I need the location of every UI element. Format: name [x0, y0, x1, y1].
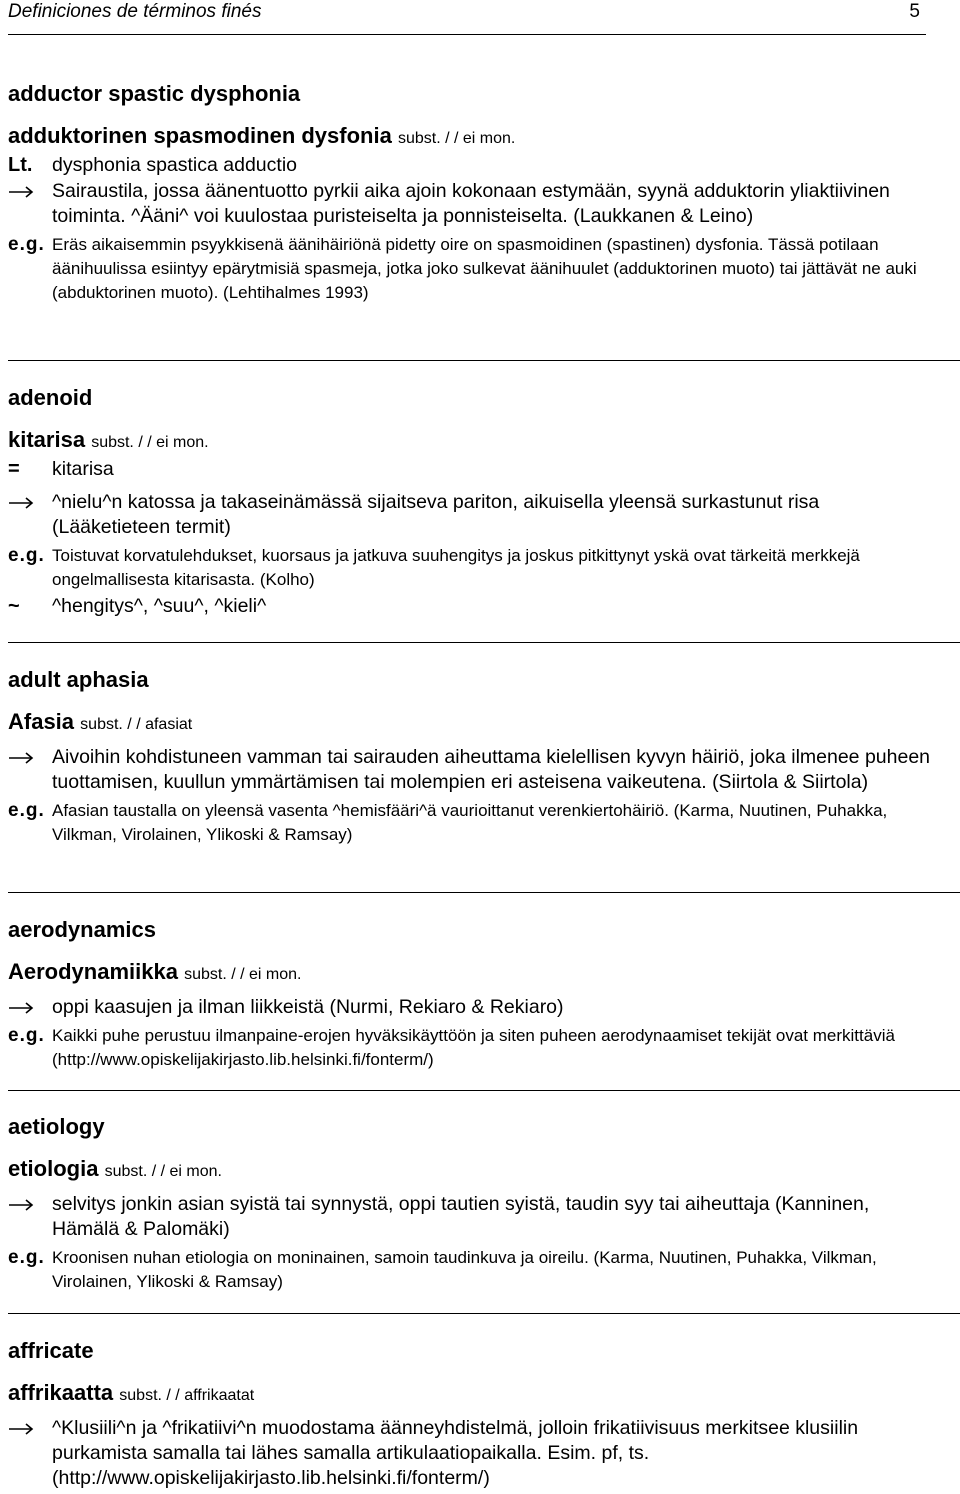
- entry-affricate: [8, 1337, 940, 1491]
- definition-text: ^nielu^n katossa ja takaseinämässä sijaitseva pariton, aikuisella yleensä surkastunut risa (Lääketieteen termit): [52, 491, 820, 538]
- example-marker: e.g.: [8, 545, 45, 566]
- finnish-term: Afasia: [8, 709, 75, 734]
- entry-separator: [8, 642, 960, 643]
- entry-adductor-spastic-dysphonia: [8, 80, 940, 305]
- grammar-info: subst. / / afasiat: [80, 716, 193, 733]
- finnish-term-line: [8, 426, 940, 457]
- synonym-text: kitarisa: [52, 458, 114, 480]
- example-text: Kroonisen nuhan etiologia on moninainen, samoin taudinkuva ja oireilu. (Karma, Nuutinen, Puhakka, Vilkman, Virolainen, Ylikoski & Ramsay): [52, 1248, 877, 1291]
- entry-term: affricate: [8, 1338, 94, 1363]
- finnish-term: Aerodynamiikka: [8, 959, 178, 984]
- definition-row: [8, 179, 940, 229]
- example-row: [8, 799, 940, 847]
- definition-row: [8, 995, 940, 1020]
- entry-separator: [8, 892, 960, 893]
- entry-separator: [8, 1090, 960, 1091]
- arrow-right-icon: [8, 745, 52, 765]
- entry-term: adductor spastic dysphonia: [8, 81, 301, 106]
- latin-term: dysphonia spastica adductio: [52, 154, 297, 176]
- finnish-term: kitarisa: [8, 427, 86, 452]
- grammar-info: subst. / / ei mon.: [184, 966, 302, 983]
- example-marker: e.g.: [8, 1247, 45, 1268]
- example-text: Toistuvat korvatulehdukset, kuorsaus ja jatkuva suuhengitys ja joskus pitkittynyt yskä ovat tärkeitä merkkejä ongelmallisesta kitarisasta. (Kolho): [52, 546, 860, 589]
- definition-text: selvitys jonkin asian syistä tai synnystä, oppi tautien syistä, taudin syy tai aiheuttaja (Kanninen, Hämälä & Palomäki): [52, 1193, 870, 1240]
- entry-separator: [8, 1313, 960, 1314]
- definition-row: [8, 490, 940, 540]
- arrow-right-icon: [8, 490, 52, 510]
- finnish-term: adduktorinen spasmodinen dysfonia: [8, 123, 392, 148]
- example-row: [8, 544, 940, 592]
- example-text: Afasian taustalla on yleensä vasenta ^hemisfääri^ä vaurioittanut verenkiertohäiriö. (Karma, Nuutinen, Puhakka, Vilkman, Virolainen, Ylikoski & Ramsay): [52, 801, 888, 844]
- entry-aetiology: [8, 1113, 940, 1294]
- entry-adult-aphasia: [8, 666, 940, 847]
- finnish-term-line: [8, 1379, 940, 1410]
- definition-text: Sairaustila, jossa äänentuotto pyrkii aika ajoin kokonaan estymään, syynä adduktorin yliaktiivinen toiminta. ^Ääni^ voi kuulostaa puristeiselta ja ponnisteiselta. (Laukkanen & Leino): [52, 180, 890, 227]
- arrow-right-icon: [8, 995, 52, 1015]
- finnish-term-line: [8, 958, 940, 989]
- finnish-term-line: [8, 708, 940, 739]
- grammar-info: subst. / / affrikaatat: [119, 1387, 255, 1404]
- arrow-right-icon: [8, 1416, 52, 1436]
- latin-marker: Lt.: [8, 154, 33, 176]
- grammar-info: subst. / / ei mon.: [104, 1163, 222, 1180]
- definition-text: oppi kaasujen ja ilman liikkeistä (Nurmi, Rekiaro & Rekiaro): [52, 996, 564, 1018]
- definition-row: [8, 745, 940, 795]
- page-number: 5: [909, 1, 920, 22]
- related-row: [8, 594, 940, 619]
- arrow-right-icon: [8, 179, 52, 199]
- synonym-row: [8, 457, 940, 482]
- example-row: [8, 1246, 940, 1294]
- example-row: [8, 1024, 940, 1072]
- grammar-info: subst. / / ei mon.: [91, 434, 209, 451]
- entry-separator: [8, 360, 960, 361]
- latin-row: [8, 153, 940, 178]
- definition-row: [8, 1416, 940, 1491]
- arrow-right-icon: [8, 1192, 52, 1212]
- entry-term: aetiology: [8, 1114, 105, 1139]
- entry-term: adenoid: [8, 385, 93, 410]
- finnish-term-line: [8, 122, 940, 153]
- example-row: [8, 233, 940, 305]
- tilde-marker: ~: [8, 595, 20, 617]
- finnish-term: etiologia: [8, 1156, 99, 1181]
- finnish-term-line: [8, 1155, 940, 1186]
- definition-row: [8, 1192, 940, 1242]
- definition-text: ^Klusiili^n ja ^frikatiivi^n muodostama äänneyhdistelmä, jolloin frikatiivisuus merkitsee klusiilin purkamista samalla tai lähes samalla artikulaatiopaikalla. Esim. pf, ts. (http://www.opiskelijakirjasto.lib.helsinki.fi/fonterm/): [52, 1417, 859, 1489]
- example-text: Eräs aikaisemmin psyykkisenä äänihäiriönä pidetty oire on spasmoidinen (spastinen) dysfonia. Tässä potilaan äänihuulissa esiintyy epärytmisiä spasmeja, jotka joko sulkevat äänihuulet (adduktorinen muoto) tai jättävät ne auki (abduktorinen muoto). (Lehtihalmes 1993): [52, 235, 917, 302]
- page-header: [8, 0, 926, 35]
- equals-marker: =: [8, 458, 20, 480]
- entry-adenoid: [8, 384, 940, 619]
- example-marker: e.g.: [8, 234, 45, 255]
- finnish-term: affrikaatta: [8, 1380, 114, 1405]
- example-marker: e.g.: [8, 1025, 45, 1046]
- definition-text: Aivoihin kohdistuneen vamman tai sairauden aiheuttama kielellisen kyvyn häiriö, joka ilmenee puheen tuottamisen, kuullun ymmärtämisen tai molempien eri asteisena vaikeutena. (Siirtola & Siirtola): [52, 746, 931, 793]
- related-terms: ^hengitys^, ^suu^, ^kieli^: [52, 595, 267, 617]
- example-text: Kaikki puhe perustuu ilmanpaine-erojen hyväksikäyttöön ja siten puheen aerodynaamiset tekijät ovat merkittäviä (http://www.opiskelijakirjasto.lib.helsinki.fi/fonterm/): [52, 1026, 895, 1069]
- example-marker: e.g.: [8, 800, 45, 821]
- entry-term: aerodynamics: [8, 917, 156, 942]
- grammar-info: subst. / / ei mon.: [397, 130, 516, 147]
- entry-term: adult aphasia: [8, 667, 149, 692]
- entry-aerodynamics: [8, 916, 940, 1072]
- document-title: Definiciones de términos finés: [8, 1, 262, 22]
